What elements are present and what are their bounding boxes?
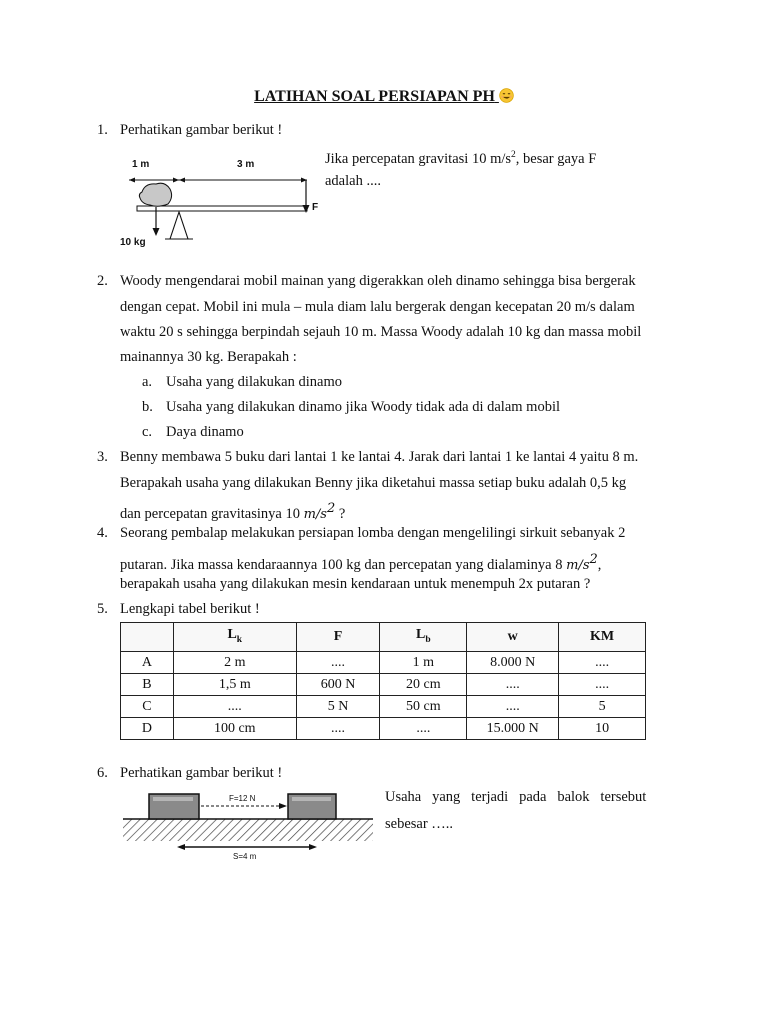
table-cell: 600 N [296, 674, 380, 696]
lever-table [120, 622, 646, 740]
q2-option-b-letter: b. [142, 399, 153, 415]
table-cell: .... [296, 718, 380, 740]
lever-label-mass: 10 kg [120, 237, 146, 248]
distance-label: S=4 m [233, 852, 257, 861]
q6-prompt: Perhatikan gambar berikut ! [120, 765, 283, 781]
table-cell: 50 cm [380, 696, 467, 718]
table-cell: .... [296, 652, 380, 674]
header-cell [121, 623, 174, 652]
table-cell: 100 cm [173, 718, 296, 740]
lever-label-right: 3 m [237, 159, 255, 170]
table-cell: .... [173, 696, 296, 718]
q2-option-c-letter: c. [142, 424, 153, 440]
q1-line2: adalah .... [325, 173, 381, 189]
smiley-emoji-icon [499, 88, 514, 103]
lever-label-force: F [312, 202, 319, 213]
table-cell: 20 cm [380, 674, 467, 696]
q2-number: 2. [97, 273, 108, 289]
q3-line3: dan percepatan gravitasinya 10 $m/s^2$ ? [120, 501, 346, 522]
table-cell: .... [467, 674, 559, 696]
q4-line3: berapakah usaha yang dilakukan mesin kendaraan untuk menempuh 2x putaran ? [120, 576, 591, 592]
table-cell: 5 N [296, 696, 380, 718]
q2-line2: dengan cepat. Mobil ini mula – mula diam lalu bergerak dengan kecepatan 20 m/s dalam [120, 299, 635, 315]
table-cell: C [121, 696, 174, 718]
q5-prompt: Lengkapi tabel berikut ! [120, 601, 260, 617]
q6-line2: sebesar ….. [385, 816, 454, 832]
header-cell: F [296, 623, 380, 652]
table-cell: .... [559, 652, 646, 674]
table-cell: D [121, 718, 174, 740]
q6-number: 6. [97, 765, 108, 781]
q2-option-c: Daya dinamo [166, 424, 244, 440]
table-cell: A [121, 652, 174, 674]
table-cell: .... [380, 718, 467, 740]
q1-line1: Jika percepatan gravitasi 10 $m/s^2$, besar gaya F [325, 150, 597, 167]
lever-figure [112, 152, 322, 252]
header-cell: $L_b$ [380, 623, 467, 652]
lever-label-left: 1 m [132, 159, 150, 170]
table-cell: B [121, 674, 174, 696]
q1-prompt: Perhatikan gambar berikut ! [120, 122, 283, 138]
table-cell: 8.000 N [467, 652, 559, 674]
q2-option-a-letter: a. [142, 374, 153, 390]
q4-number: 4. [97, 525, 108, 541]
q3-line1: Benny membawa 5 buku dari lantai 1 ke lantai 4. Jarak dari lantai 1 ke lantai 4 yaitu 8 m. [120, 449, 639, 465]
table-row [121, 674, 646, 696]
block-figure [121, 787, 375, 863]
table-cell: 10 [559, 718, 646, 740]
table-row [121, 718, 646, 740]
q5-number: 5. [97, 601, 108, 617]
q2-option-a: Usaha yang dilakukan dinamo [166, 374, 342, 390]
q3-number: 3. [97, 449, 108, 465]
table-cell: 1,5 m [173, 674, 296, 696]
page-title [0, 88, 768, 106]
header-cell: w [467, 623, 559, 652]
table-cell: 5 [559, 696, 646, 718]
q2-line4: mainannya 30 kg. Berapakah : [120, 349, 297, 365]
table-cell: 1 m [380, 652, 467, 674]
q2-option-b: Usaha yang dilakukan dinamo jika Woody tidak ada di dalam mobil [166, 399, 561, 415]
table-cell: 15.000 N [467, 718, 559, 740]
q2-line3: waktu 20 s sehingga berpindah sejauh 10 m. Massa Woody adalah 10 kg dan massa mobil [120, 324, 642, 340]
table-cell: .... [559, 674, 646, 696]
q3-line2: Berapakah usaha yang dilakukan Benny jika diketahui massa setiap buku adalah 0,5 kg [120, 475, 627, 491]
q6-line1: Usaha yang terjadi pada balok tersebut [385, 789, 647, 805]
q1-number: 1. [97, 122, 108, 138]
q4-line2: putaran. Jika massa kendaraannya 100 kg dan percepatan yang dialaminya 8 $m/s^2$, [120, 552, 602, 573]
table-header-row [121, 623, 646, 652]
table-row [121, 652, 646, 674]
table-cell: 2 m [173, 652, 296, 674]
table-row [121, 696, 646, 718]
header-cell: KM [559, 623, 646, 652]
force-label: F=12 N [229, 794, 256, 803]
table-cell: .... [467, 696, 559, 718]
q4-line1: Seorang pembalap melakukan persiapan lomba dengan mengelilingi sirkuit sebanyak 2 [120, 525, 626, 541]
header-cell: $L_k$ [173, 623, 296, 652]
title-text: LATIHAN SOAL PERSIAPAN PH [254, 88, 495, 105]
q2-line1: Woody mengendarai mobil mainan yang digerakkan oleh dinamo sehingga bisa bergerak [120, 273, 636, 289]
